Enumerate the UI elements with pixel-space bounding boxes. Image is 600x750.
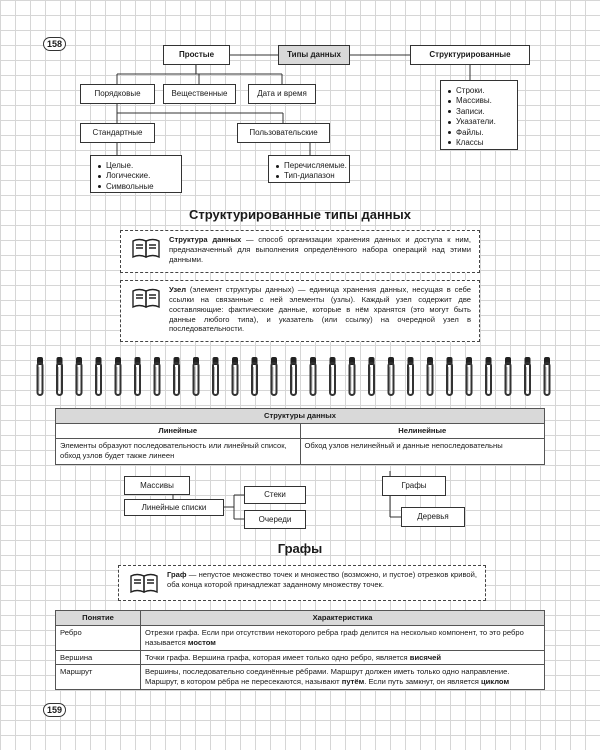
struct-queues-box: Очереди — [244, 510, 306, 529]
definition-graph — [118, 565, 486, 601]
col-linear-header: Линейные — [56, 423, 301, 438]
definition-term: Граф — [167, 570, 187, 579]
binding-ring — [135, 357, 141, 395]
desc-bold: мостом — [187, 637, 216, 647]
header-concept: Понятие — [56, 611, 141, 626]
binding-ring — [76, 357, 82, 395]
concept-description — [141, 665, 545, 690]
standard-types-list — [90, 155, 182, 193]
type-structured-box: Структурированные — [410, 45, 530, 65]
binding-ring — [291, 357, 297, 395]
struct-linked-lists-box: Линейные списки — [124, 499, 224, 516]
binding-ring — [427, 357, 433, 395]
user-types-list — [268, 155, 350, 183]
binding-ring — [115, 357, 121, 395]
binding-ring — [369, 357, 375, 395]
spiral-binding — [0, 355, 600, 400]
concept-description — [141, 650, 545, 665]
struct-graphs-box: Графы — [382, 476, 446, 496]
col-nonlinear-header: Нелинейные — [300, 423, 545, 438]
open-book-icon — [129, 572, 159, 594]
table-row — [56, 650, 545, 665]
open-book-icon — [131, 237, 161, 259]
structured-types-list — [440, 80, 518, 150]
list-item: Логические. — [97, 171, 175, 181]
binding-ring — [447, 357, 453, 395]
binding-ring — [232, 357, 238, 395]
list-item: Файлы. — [447, 128, 511, 138]
desc-text: Отрезки графа. Если при отсутствии некоторого ребра граф делится на несколько компонент, то это ребро называется — [145, 627, 524, 647]
binding-ring — [349, 357, 355, 395]
binding-ring — [310, 357, 316, 395]
list-item: Массивы. — [447, 96, 511, 106]
nonlinear-description: Обход узлов нелинейный и данные непоследовательны — [300, 438, 545, 464]
list-item: Перечисляемые. — [275, 161, 343, 171]
definition-node — [120, 280, 480, 342]
concept-term: Ребро — [56, 625, 141, 650]
binding-ring — [271, 357, 277, 395]
definition-text: — способ организации хранения данных и доступа к ним, предназначенный для выполнения определённого набора операций над этими данными. — [169, 235, 471, 264]
type-user-box: Пользовательские — [237, 123, 330, 143]
binding-ring — [525, 357, 531, 395]
type-ordinal-box: Порядковые — [80, 84, 155, 104]
type-real-box: Вещественные — [163, 84, 236, 104]
section-title-structured-types: Структурированные типы данных — [189, 207, 411, 222]
binding-ring — [486, 357, 492, 395]
table-row — [56, 665, 545, 690]
type-standard-box: Стандартные — [80, 123, 155, 143]
linear-description: Элементы образуют последовательность или линейный список, обход узлов будет также линеен — [56, 438, 301, 464]
list-item: Записи. — [447, 107, 511, 117]
desc-bold: циклом — [480, 677, 510, 687]
definition-term: Структура данных — [169, 235, 242, 244]
binding-ring — [154, 357, 160, 395]
header-description: Характеристика — [141, 611, 545, 626]
definition-text: — непустое множество точек и множество (возможно, и пустое) отрезков кривой, оба конца которой принадлежат заданному множеству точек. — [167, 570, 477, 589]
desc-text: Вершины, последовательно соединённые рёбрами. Маршрут должен иметь только одно направление. Маршрут, в котором рёбра не пересекаются, называют — [145, 667, 510, 687]
binding-ring — [213, 357, 219, 395]
concept-description — [141, 625, 545, 650]
binding-ring — [388, 357, 394, 395]
desc-bold: путём — [341, 677, 365, 687]
page-number-top: 158 — [43, 37, 66, 51]
binding-ring — [37, 357, 43, 395]
struct-stacks-box: Стеки — [244, 486, 306, 504]
type-root-box: Типы данных — [278, 45, 350, 65]
binding-ring — [96, 357, 102, 395]
section-title-graphs: Графы — [277, 541, 323, 556]
desc-text: Точки графа. Вершина графа, которая имеет только одно ребро, является — [145, 652, 410, 662]
desc-text: . Если путь замкнут, он является — [364, 677, 481, 687]
concept-term: Вершина — [56, 650, 141, 665]
type-datetime-box: Дата и время — [248, 84, 316, 104]
binding-ring — [57, 357, 63, 395]
desc-bold: висячей — [409, 652, 442, 662]
struct-arrays-box: Массивы — [124, 476, 190, 495]
binding-ring — [544, 357, 550, 395]
type-simple-box: Простые — [163, 45, 230, 65]
graph-concepts-table — [55, 610, 545, 690]
list-item: Целые. — [97, 161, 175, 171]
structures-table-title: Структуры данных — [56, 409, 545, 424]
table-row — [56, 625, 545, 650]
list-item: Строки. — [447, 86, 511, 96]
binding-ring — [252, 357, 258, 395]
definition-data-structure — [120, 230, 480, 273]
binding-ring — [193, 357, 199, 395]
list-item: Классы — [447, 138, 511, 148]
definition-text: (элемент структуры данных) — единица хранения данных, несущая в себе ссылки на связанные с ней элементы (узлы). Каждый узел содержит две составляющие: фактические данные, которые в нём хранятся (это могут быть данные любого типа), и указатель (или ссылку) на очередной узел в последовательности. — [169, 285, 471, 334]
page-number-bottom: 159 — [43, 703, 66, 717]
structures-table — [55, 408, 545, 465]
binding-ring — [174, 357, 180, 395]
binding-ring — [408, 357, 414, 395]
list-item: Тип-диапазон — [275, 171, 343, 181]
concept-term: Маршрут — [56, 665, 141, 690]
binding-ring — [505, 357, 511, 395]
struct-trees-box: Деревья — [401, 507, 465, 527]
list-item: Символьные — [97, 182, 175, 192]
binding-ring — [330, 357, 336, 395]
open-book-icon — [131, 287, 161, 309]
definition-term: Узел — [169, 285, 187, 294]
list-item: Указатели. — [447, 117, 511, 127]
binding-ring — [466, 357, 472, 395]
